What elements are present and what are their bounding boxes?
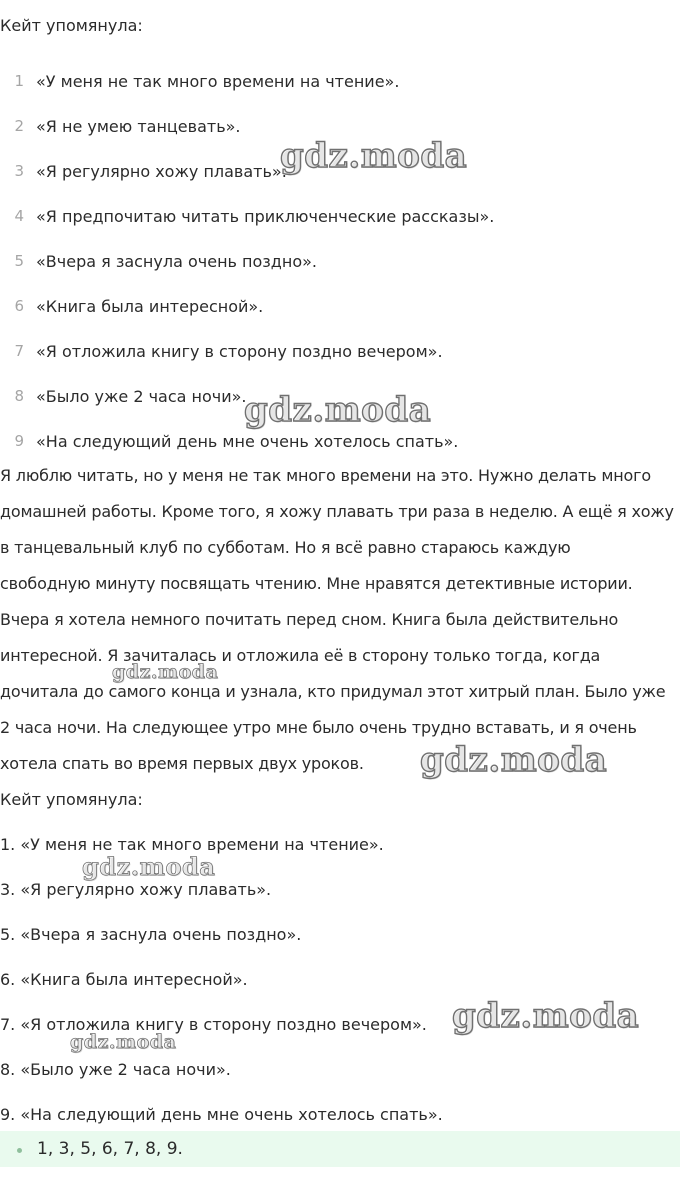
answer-text: 1, 3, 5, 6, 7, 8, 9. (37, 1139, 183, 1159)
answer-line: 3. «Я регулярно хожу плавать». (0, 880, 272, 899)
paragraph-line: свободную минуту посвящать чтению. Мне нравятся детективные истории. (0, 574, 633, 593)
watermark-logo: gdz.moda (420, 740, 608, 780)
watermark-logo: gdz.moda (70, 1031, 177, 1053)
answer-line: 8. «Было уже 2 часа ночи». (0, 1060, 231, 1079)
watermark-logo: gdz.moda (280, 136, 468, 176)
heading-mentioned: Кейт упомянула: (0, 16, 143, 35)
heading-mentioned-answer: Кейт упомянула: (0, 790, 143, 809)
answer-line: 5. «Вчера я заснула очень поздно». (0, 925, 302, 944)
story-paragraph (0, 458, 680, 782)
watermark-logo: gdz.moda (82, 852, 216, 881)
paragraph-line: домашней работы. Кроме того, я хожу плавать три раза в неделю. А ещё я хожу (0, 502, 674, 521)
paragraph-line: 2 часа ночи. На следующее утро мне было очень трудно вставать, и я очень (0, 718, 637, 737)
paragraph-line: дочитала до самого конца и узнала, кто придумал этот хитрый план. Было уже (0, 682, 666, 701)
paragraph-line: Я люблю читать, но у меня не так много времени на это. Нужно делать много (0, 466, 651, 485)
watermark-logo: gdz.moda (112, 661, 219, 683)
answer-line: 9. «На следующий день мне очень хотелось спать». (0, 1105, 443, 1124)
answer-line: 1. «У меня не так много времени на чтение». (0, 835, 384, 854)
bullet-icon (17, 1148, 22, 1153)
paragraph-line: в танцевальный клуб по субботам. Но я всё равно стараюсь каждую (0, 538, 571, 557)
paragraph-line: Вчера я хотела немного почитать перед сном. Книга была действительно (0, 610, 619, 629)
answer-line: 6. «Книга была интересной». (0, 970, 248, 989)
paragraph-line: хотела спать во время первых двух уроков. (0, 754, 364, 773)
answer-line: 7. «Я отложила книгу в сторону поздно вечером». (0, 1015, 427, 1034)
paragraph-line: интересной. Я зачиталась и отложила её в сторону только тогда, когда (0, 646, 601, 665)
watermark-logo: gdz.moda (452, 996, 640, 1036)
watermark-logo: gdz.moda (244, 390, 432, 430)
answer-box (0, 1131, 680, 1167)
